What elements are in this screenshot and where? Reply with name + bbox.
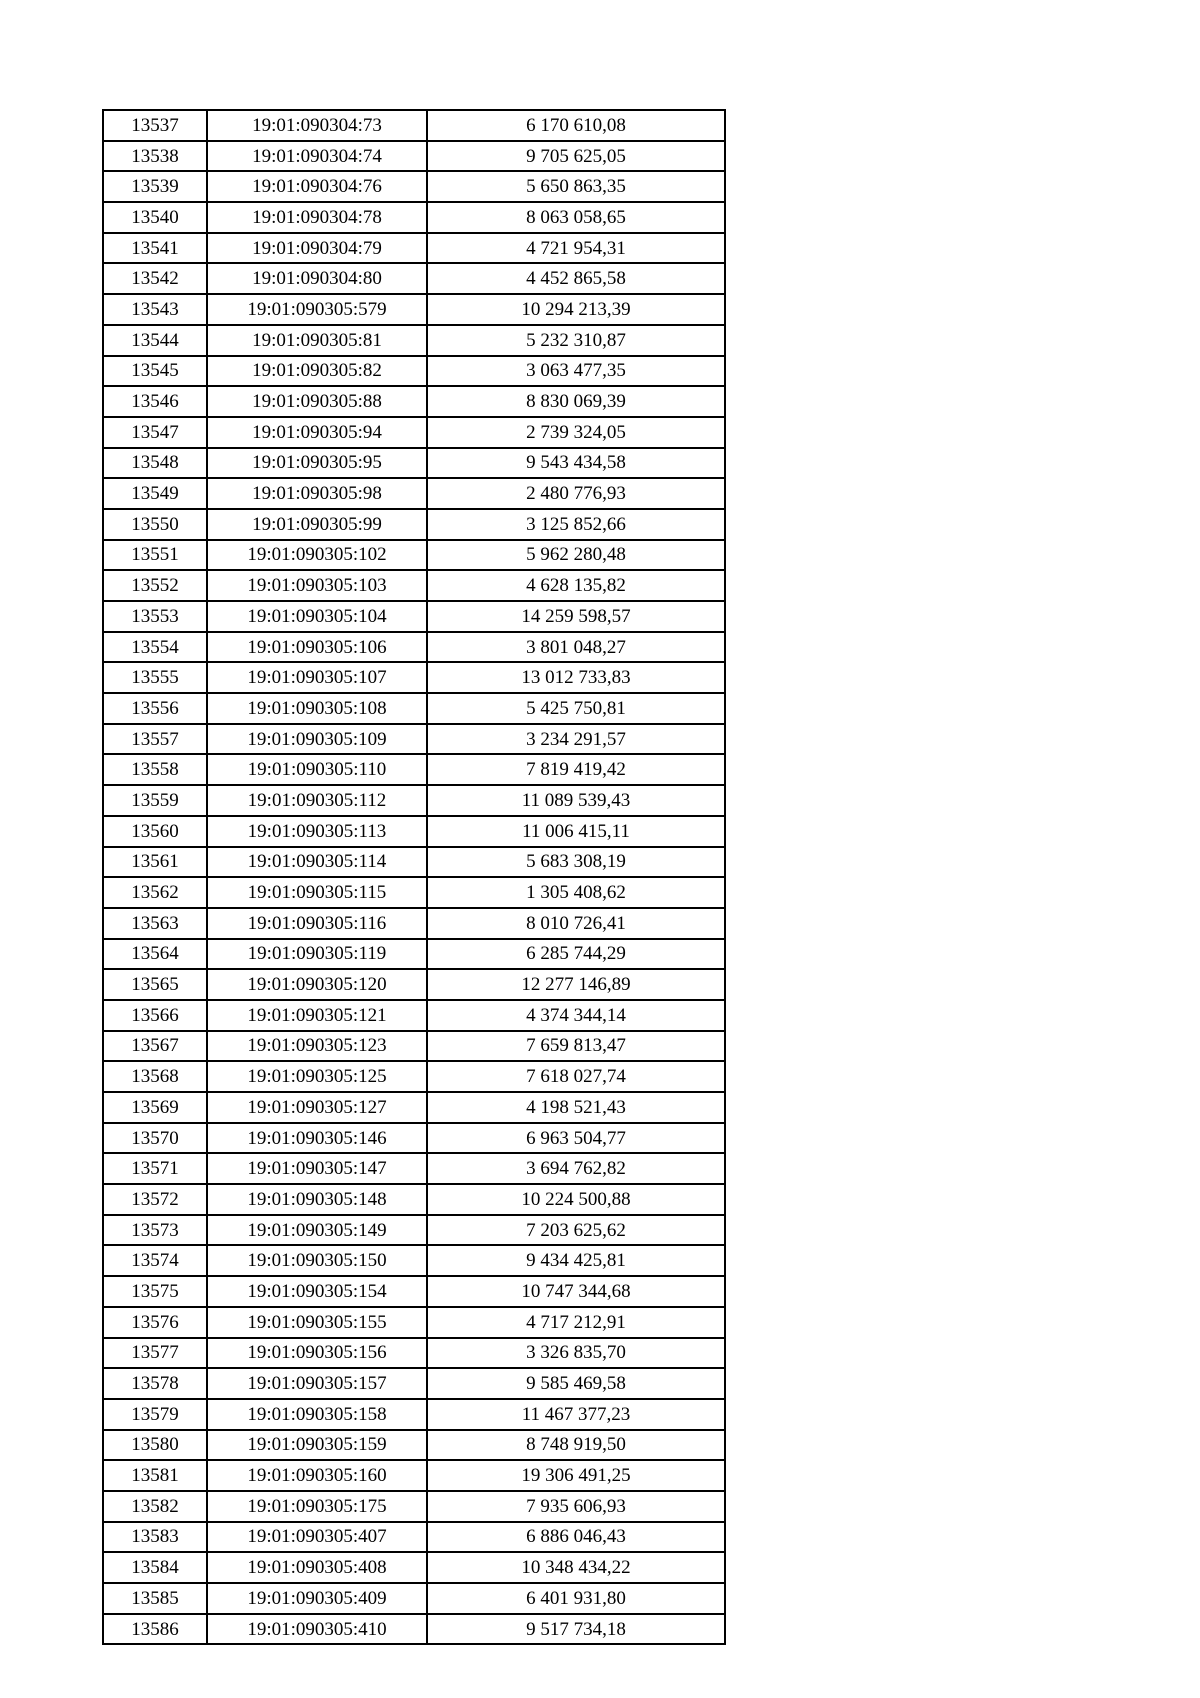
cadastral-value-cell: 7 819 419,42: [427, 754, 725, 785]
cadastral-number-cell: 19:01:090305:407: [207, 1522, 427, 1553]
cadastral-value-cell: 5 425 750,81: [427, 693, 725, 724]
cadastral-number-cell: 19:01:090305:82: [207, 356, 427, 387]
cadastral-number-cell: 19:01:090305:115: [207, 877, 427, 908]
table-row: [103, 570, 725, 601]
table-row: [103, 1184, 725, 1215]
table-row: [103, 1245, 725, 1276]
row-number-cell: 13575: [103, 1276, 207, 1307]
row-number-cell: 13585: [103, 1583, 207, 1614]
cadastral-value-cell: 7 618 027,74: [427, 1061, 725, 1092]
table-body: [103, 110, 725, 1644]
cadastral-number-cell: 19:01:090305:158: [207, 1399, 427, 1430]
cadastral-value-cell: 3 063 477,35: [427, 356, 725, 387]
cadastral-number-cell: 19:01:090305:108: [207, 693, 427, 724]
cadastral-value-cell: 14 259 598,57: [427, 601, 725, 632]
row-number-cell: 13547: [103, 417, 207, 448]
cadastral-number-cell: 19:01:090305:147: [207, 1153, 427, 1184]
cadastral-number-cell: 19:01:090305:579: [207, 294, 427, 325]
row-number-cell: 13548: [103, 448, 207, 479]
cadastral-value-cell: 11 006 415,11: [427, 816, 725, 847]
table-row: [103, 478, 725, 509]
row-number-cell: 13576: [103, 1307, 207, 1338]
table-row: [103, 1460, 725, 1491]
table-row: [103, 724, 725, 755]
cadastral-value-cell: 5 683 308,19: [427, 847, 725, 878]
cadastral-value-cell: 8 063 058,65: [427, 202, 725, 233]
cadastral-number-cell: 19:01:090305:103: [207, 570, 427, 601]
table-row: [103, 325, 725, 356]
cadastral-number-cell: 19:01:090305:157: [207, 1368, 427, 1399]
cadastral-number-cell: 19:01:090304:73: [207, 110, 427, 141]
cadastral-number-cell: 19:01:090305:127: [207, 1092, 427, 1123]
row-number-cell: 13545: [103, 356, 207, 387]
cadastral-value-cell: 3 326 835,70: [427, 1338, 725, 1369]
row-number-cell: 13550: [103, 509, 207, 540]
cadastral-number-cell: 19:01:090305:146: [207, 1123, 427, 1154]
cadastral-number-cell: 19:01:090305:114: [207, 847, 427, 878]
cadastral-value-cell: 8 010 726,41: [427, 908, 725, 939]
row-number-cell: 13584: [103, 1552, 207, 1583]
cadastral-value-cell: 8 748 919,50: [427, 1430, 725, 1461]
row-number-cell: 13569: [103, 1092, 207, 1123]
cadastral-value-cell: 4 717 212,91: [427, 1307, 725, 1338]
cadastral-number-cell: 19:01:090305:99: [207, 509, 427, 540]
table-row: [103, 356, 725, 387]
row-number-cell: 13564: [103, 939, 207, 970]
cadastral-value-cell: 7 659 813,47: [427, 1031, 725, 1062]
row-number-cell: 13574: [103, 1245, 207, 1276]
table-row: [103, 1307, 725, 1338]
row-number-cell: 13542: [103, 263, 207, 294]
row-number-cell: 13572: [103, 1184, 207, 1215]
row-number-cell: 13544: [103, 325, 207, 356]
row-number-cell: 13579: [103, 1399, 207, 1430]
table-row: [103, 1061, 725, 1092]
cadastral-value-cell: 9 705 625,05: [427, 141, 725, 172]
cadastral-value-cell: 10 294 213,39: [427, 294, 725, 325]
table-row: [103, 632, 725, 663]
row-number-cell: 13566: [103, 1000, 207, 1031]
cadastral-number-cell: 19:01:090305:155: [207, 1307, 427, 1338]
table-row: [103, 417, 725, 448]
cadastral-value-cell: 7 203 625,62: [427, 1215, 725, 1246]
cadastral-number-cell: 19:01:090305:123: [207, 1031, 427, 1062]
cadastral-value-cell: 9 585 469,58: [427, 1368, 725, 1399]
cadastral-number-cell: 19:01:090305:107: [207, 662, 427, 693]
cadastral-value-cell: 19 306 491,25: [427, 1460, 725, 1491]
cadastral-value-cell: 8 830 069,39: [427, 386, 725, 417]
cadastral-value-cell: 6 401 931,80: [427, 1583, 725, 1614]
cadastral-number-cell: 19:01:090304:78: [207, 202, 427, 233]
row-number-cell: 13540: [103, 202, 207, 233]
table-row: [103, 693, 725, 724]
row-number-cell: 13580: [103, 1430, 207, 1461]
cadastral-number-cell: 19:01:090305:112: [207, 785, 427, 816]
cadastral-value-cell: 4 628 135,82: [427, 570, 725, 601]
cadastral-number-cell: 19:01:090305:408: [207, 1552, 427, 1583]
cadastral-number-cell: 19:01:090305:120: [207, 969, 427, 1000]
row-number-cell: 13577: [103, 1338, 207, 1369]
cadastral-number-cell: 19:01:090305:116: [207, 908, 427, 939]
row-number-cell: 13556: [103, 693, 207, 724]
cadastral-value-cell: 10 348 434,22: [427, 1552, 725, 1583]
table-row: [103, 171, 725, 202]
cadastral-value-cell: 6 963 504,77: [427, 1123, 725, 1154]
row-number-cell: 13583: [103, 1522, 207, 1553]
table-row: [103, 939, 725, 970]
cadastral-value-cell: 4 374 344,14: [427, 1000, 725, 1031]
cadastral-number-cell: 19:01:090305:156: [207, 1338, 427, 1369]
cadastral-value-cell: 6 886 046,43: [427, 1522, 725, 1553]
table-row: [103, 1368, 725, 1399]
cadastral-value-cell: 2 739 324,05: [427, 417, 725, 448]
cadastral-value-cell: 3 801 048,27: [427, 632, 725, 663]
table-row: [103, 601, 725, 632]
table-row: [103, 816, 725, 847]
row-number-cell: 13546: [103, 386, 207, 417]
cadastral-value-cell: 4 452 865,58: [427, 263, 725, 294]
cadastral-value-cell: 6 170 610,08: [427, 110, 725, 141]
cadastral-number-cell: 19:01:090305:409: [207, 1583, 427, 1614]
cadastral-value-cell: 3 234 291,57: [427, 724, 725, 755]
cadastral-number-cell: 19:01:090304:79: [207, 233, 427, 264]
row-number-cell: 13571: [103, 1153, 207, 1184]
row-number-cell: 13537: [103, 110, 207, 141]
row-number-cell: 13549: [103, 478, 207, 509]
table-row: [103, 1276, 725, 1307]
row-number-cell: 13586: [103, 1614, 207, 1645]
row-number-cell: 13573: [103, 1215, 207, 1246]
row-number-cell: 13551: [103, 540, 207, 571]
cadastral-number-cell: 19:01:090305:81: [207, 325, 427, 356]
table-row: [103, 1583, 725, 1614]
cadastral-value-cell: 3 694 762,82: [427, 1153, 725, 1184]
row-number-cell: 13538: [103, 141, 207, 172]
table-row: [103, 908, 725, 939]
row-number-cell: 13554: [103, 632, 207, 663]
cadastral-value-cell: 5 650 863,35: [427, 171, 725, 202]
table-row: [103, 1614, 725, 1645]
row-number-cell: 13578: [103, 1368, 207, 1399]
cadastral-value-cell: 2 480 776,93: [427, 478, 725, 509]
cadastral-number-cell: 19:01:090305:159: [207, 1430, 427, 1461]
cadastral-number-cell: 19:01:090305:110: [207, 754, 427, 785]
row-number-cell: 13553: [103, 601, 207, 632]
cadastral-number-cell: 19:01:090304:76: [207, 171, 427, 202]
cadastral-number-cell: 19:01:090304:74: [207, 141, 427, 172]
table-row: [103, 263, 725, 294]
table-row: [103, 141, 725, 172]
cadastral-number-cell: 19:01:090305:410: [207, 1614, 427, 1645]
cadastral-value-cell: 9 434 425,81: [427, 1245, 725, 1276]
row-number-cell: 13565: [103, 969, 207, 1000]
cadastral-number-cell: 19:01:090305:154: [207, 1276, 427, 1307]
table-row: [103, 969, 725, 1000]
cadastral-value-table: [102, 109, 726, 1645]
cadastral-number-cell: 19:01:090305:88: [207, 386, 427, 417]
row-number-cell: 13581: [103, 1460, 207, 1491]
table-row: [103, 662, 725, 693]
cadastral-value-cell: 7 935 606,93: [427, 1491, 725, 1522]
cadastral-value-cell: 5 232 310,87: [427, 325, 725, 356]
table-row: [103, 448, 725, 479]
table-row: [103, 877, 725, 908]
cadastral-value-cell: 10 747 344,68: [427, 1276, 725, 1307]
cadastral-number-cell: 19:01:090305:109: [207, 724, 427, 755]
table-row: [103, 509, 725, 540]
table-row: [103, 294, 725, 325]
row-number-cell: 13559: [103, 785, 207, 816]
cadastral-value-cell: 13 012 733,83: [427, 662, 725, 693]
cadastral-number-cell: 19:01:090305:102: [207, 540, 427, 571]
table-row: [103, 1522, 725, 1553]
cadastral-value-cell: 1 305 408,62: [427, 877, 725, 908]
table-row: [103, 1552, 725, 1583]
table-row: [103, 202, 725, 233]
table-row: [103, 386, 725, 417]
cadastral-number-cell: 19:01:090305:125: [207, 1061, 427, 1092]
row-number-cell: 13558: [103, 754, 207, 785]
table-row: [103, 1153, 725, 1184]
row-number-cell: 13539: [103, 171, 207, 202]
cadastral-number-cell: 19:01:090305:160: [207, 1460, 427, 1491]
cadastral-number-cell: 19:01:090305:121: [207, 1000, 427, 1031]
cadastral-value-cell: 3 125 852,66: [427, 509, 725, 540]
cadastral-number-cell: 19:01:090305:113: [207, 816, 427, 847]
row-number-cell: 13555: [103, 662, 207, 693]
cadastral-value-cell: 4 721 954,31: [427, 233, 725, 264]
row-number-cell: 13560: [103, 816, 207, 847]
cadastral-value-cell: 9 517 734,18: [427, 1614, 725, 1645]
row-number-cell: 13568: [103, 1061, 207, 1092]
row-number-cell: 13582: [103, 1491, 207, 1522]
table-row: [103, 540, 725, 571]
row-number-cell: 13570: [103, 1123, 207, 1154]
cadastral-number-cell: 19:01:090305:150: [207, 1245, 427, 1276]
table-row: [103, 1123, 725, 1154]
cadastral-value-cell: 10 224 500,88: [427, 1184, 725, 1215]
table-row: [103, 233, 725, 264]
cadastral-number-cell: 19:01:090305:175: [207, 1491, 427, 1522]
table-row: [103, 1092, 725, 1123]
table-row: [103, 1491, 725, 1522]
cadastral-value-cell: 11 089 539,43: [427, 785, 725, 816]
row-number-cell: 13561: [103, 847, 207, 878]
table-row: [103, 847, 725, 878]
cadastral-number-cell: 19:01:090305:95: [207, 448, 427, 479]
table-row: [103, 1215, 725, 1246]
cadastral-value-cell: 12 277 146,89: [427, 969, 725, 1000]
cadastral-number-cell: 19:01:090305:106: [207, 632, 427, 663]
table-row: [103, 1031, 725, 1062]
row-number-cell: 13567: [103, 1031, 207, 1062]
cadastral-value-cell: 11 467 377,23: [427, 1399, 725, 1430]
cadastral-value-cell: 4 198 521,43: [427, 1092, 725, 1123]
cadastral-number-cell: 19:01:090305:119: [207, 939, 427, 970]
cadastral-value-cell: 9 543 434,58: [427, 448, 725, 479]
cadastral-number-cell: 19:01:090304:80: [207, 263, 427, 294]
table-row: [103, 1000, 725, 1031]
cadastral-number-cell: 19:01:090305:104: [207, 601, 427, 632]
table-row: [103, 1338, 725, 1369]
cadastral-value-cell: 5 962 280,48: [427, 540, 725, 571]
cadastral-number-cell: 19:01:090305:98: [207, 478, 427, 509]
cadastral-number-cell: 19:01:090305:149: [207, 1215, 427, 1246]
row-number-cell: 13543: [103, 294, 207, 325]
table-row: [103, 754, 725, 785]
cadastral-value-cell: 6 285 744,29: [427, 939, 725, 970]
cadastral-number-cell: 19:01:090305:148: [207, 1184, 427, 1215]
table-row: [103, 110, 725, 141]
row-number-cell: 13562: [103, 877, 207, 908]
row-number-cell: 13563: [103, 908, 207, 939]
table-row: [103, 785, 725, 816]
table-row: [103, 1430, 725, 1461]
row-number-cell: 13557: [103, 724, 207, 755]
table-row: [103, 1399, 725, 1430]
row-number-cell: 13552: [103, 570, 207, 601]
cadastral-number-cell: 19:01:090305:94: [207, 417, 427, 448]
row-number-cell: 13541: [103, 233, 207, 264]
